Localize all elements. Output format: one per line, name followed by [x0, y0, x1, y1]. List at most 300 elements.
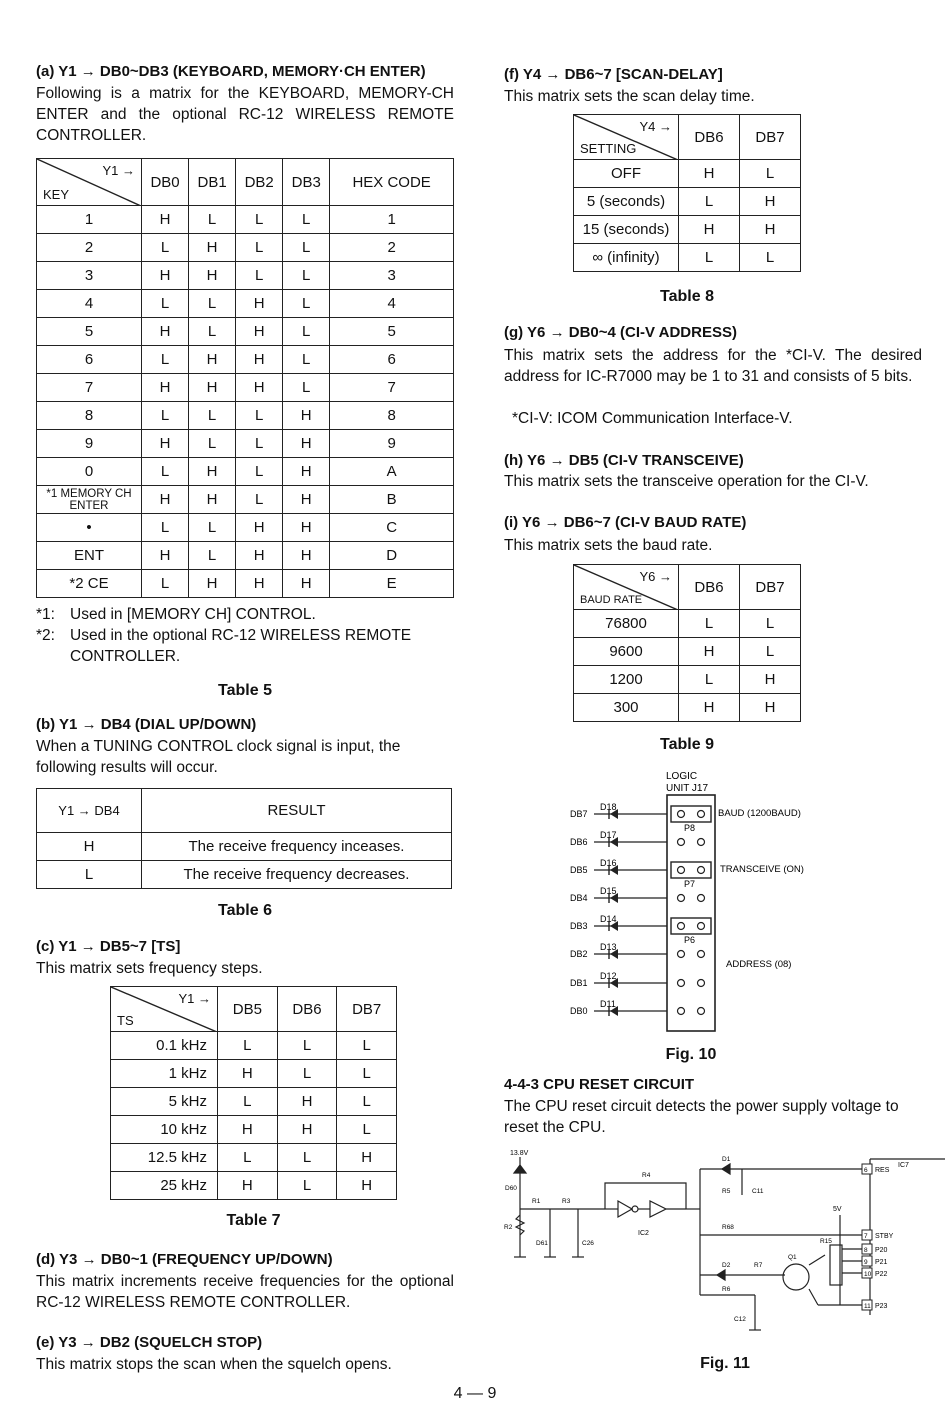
- table-cell: H: [189, 486, 236, 514]
- table-cell: L: [218, 1088, 278, 1116]
- table-cell: L: [142, 346, 189, 374]
- corner-top-label: Y1 →: [102, 163, 135, 178]
- section-f-text: This matrix sets the scan delay time.: [504, 88, 755, 105]
- table-cell: L: [142, 570, 189, 598]
- section-g-heading: (g) Y6 → DB0~4 (CI-V ADDRESS): [504, 324, 737, 341]
- pin-left: [678, 895, 685, 902]
- corner-bottom-label: BAUD RATE: [580, 594, 643, 606]
- table-row: [111, 1088, 397, 1116]
- table-cell: H: [218, 1060, 278, 1088]
- table-cell: L: [740, 610, 801, 638]
- table-row: [111, 1060, 397, 1088]
- table-cell: L: [142, 290, 189, 318]
- col-header: DB1: [189, 159, 236, 206]
- note-1: Used in [MEMORY CH] CONTROL.: [70, 606, 316, 623]
- table-row: [574, 694, 801, 722]
- section-443-heading: 4-4-3 CPU RESET CIRCUIT: [504, 1076, 695, 1093]
- col-header: DB6: [679, 565, 740, 610]
- ic-pin-number: 11: [864, 1303, 871, 1310]
- ic-pin-name: STBY: [875, 1233, 894, 1240]
- table-cell: H: [283, 430, 330, 458]
- table-cell: H: [277, 1088, 337, 1116]
- row-key: 0.1 kHz: [111, 1032, 218, 1060]
- table-row: [37, 234, 454, 262]
- table-cell: H: [283, 458, 330, 486]
- row-key: *1 MEMORY CH ENTER: [37, 486, 142, 514]
- table-cell: 2: [330, 234, 454, 262]
- table-cell: H: [283, 542, 330, 570]
- pin-left: [678, 980, 685, 987]
- table-row: [111, 1032, 397, 1060]
- table-cell: H: [277, 1116, 337, 1144]
- section-g-text: This matrix sets the address for the *CI-V. The desired address for IC-R7000 may be 1 to 31 and consists of 5 bits.: [504, 347, 922, 385]
- fig-11-caption: Fig. 11: [700, 1355, 750, 1372]
- pin-right: [698, 951, 705, 958]
- table-cell: L: [236, 206, 283, 234]
- table-9-caption: Table 9: [660, 736, 714, 753]
- table-cell: L: [283, 346, 330, 374]
- table-cell: L: [337, 1116, 397, 1144]
- col-header: DB0: [142, 159, 189, 206]
- table-cell: H: [283, 486, 330, 514]
- table-row: [574, 638, 801, 666]
- table-cell: H: [236, 514, 283, 542]
- fig-10-caption: Fig. 10: [665, 1046, 717, 1063]
- section-h-text: This matrix sets the transceive operation for the CI-V.: [504, 473, 869, 490]
- part-label: R2: [504, 1224, 513, 1231]
- table-cell: H: [142, 486, 189, 514]
- ic-pin-number: 7: [864, 1233, 868, 1240]
- section-d-text: This matrix increments receive frequencies for the optional RC-12 WIRELESS REMOTE CONTROLLER.: [36, 1273, 454, 1311]
- ic-pin-name: RES: [875, 1167, 890, 1174]
- table-5-corner: [37, 159, 142, 206]
- fig10-diode-label: D13: [600, 942, 617, 952]
- section-e-text: This matrix stops the scan when the squelch opens.: [36, 1356, 392, 1373]
- table-cell: L: [236, 234, 283, 262]
- table-row: [37, 514, 454, 542]
- table-row: [574, 610, 801, 638]
- table-cell: L: [283, 206, 330, 234]
- table-row: [574, 216, 801, 244]
- table-cell: L: [189, 542, 236, 570]
- table-cell: L: [337, 1032, 397, 1060]
- table-9: [573, 564, 801, 722]
- corner-bottom-label: KEY: [43, 187, 70, 202]
- table-cell: L: [142, 458, 189, 486]
- table-cell: 7: [330, 374, 454, 402]
- label-transceive: TRANSCEIVE (ON): [720, 864, 804, 875]
- part-label: C26: [582, 1240, 594, 1247]
- table-cell: L: [142, 514, 189, 542]
- fig10-diode-label: D12: [600, 971, 617, 981]
- row-key: 2: [37, 234, 142, 262]
- table-cell: 8: [330, 402, 454, 430]
- table-cell: L: [679, 244, 740, 272]
- table-cell: L: [679, 666, 740, 694]
- fig10-diode-label: D18: [600, 802, 617, 812]
- jumper-label: P6: [684, 935, 696, 945]
- table-cell: H: [236, 374, 283, 402]
- row-key: OFF: [574, 160, 679, 188]
- section-d-heading: (d) Y3 → DB0~1 (FREQUENCY UP/DOWN): [36, 1251, 333, 1268]
- col-header: DB5: [218, 987, 278, 1032]
- part-label: D61: [536, 1240, 548, 1247]
- row-key: 1: [37, 206, 142, 234]
- row-key: 10 kHz: [111, 1116, 218, 1144]
- table-cell: L: [283, 374, 330, 402]
- pin-right: [698, 980, 705, 987]
- table-cell: L: [679, 188, 740, 216]
- row-key: 4: [37, 290, 142, 318]
- table-cell: L: [37, 861, 142, 889]
- col-header: RESULT: [142, 789, 452, 833]
- section-a-text: Following is a matrix for the KEYBOARD, MEMORY-CH ENTER and the optional RC-12 WIRELESS REMOTE CONTROLLER.: [36, 85, 454, 144]
- table-cell: L: [236, 430, 283, 458]
- table-cell: H: [142, 318, 189, 346]
- table-8-caption: Table 8: [660, 288, 714, 305]
- pin-left: [678, 867, 685, 874]
- table-row: [37, 570, 454, 598]
- table-row: [111, 1172, 397, 1200]
- jumper-label: P8: [684, 823, 696, 833]
- table-cell: H: [740, 188, 801, 216]
- section-c-heading: (c) Y1 → DB5~7 [TS]: [36, 938, 181, 955]
- table-cell: L: [740, 638, 801, 666]
- pin-left: [678, 951, 685, 958]
- fig10-line-label: DB7: [570, 809, 588, 819]
- fig-11-schematic: [500, 1145, 945, 1355]
- section-e-heading: (e) Y3 → DB2 (SQUELCH STOP): [36, 1334, 263, 1351]
- row-key: *2 CE: [37, 570, 142, 598]
- table-cell: L: [236, 262, 283, 290]
- row-key: 3: [37, 262, 142, 290]
- table-row: [574, 160, 801, 188]
- part-label: R1: [532, 1198, 541, 1205]
- section-i-text: This matrix sets the baud rate.: [504, 537, 713, 554]
- fig10-diode-label: D16: [600, 858, 617, 868]
- table-cell: The receive frequency inceases.: [142, 833, 452, 861]
- table-cell: H: [189, 262, 236, 290]
- corner-bottom-label: TS: [117, 1013, 134, 1028]
- table-cell: D: [330, 542, 454, 570]
- table-cell: H: [236, 570, 283, 598]
- fig10-diode-label: D11: [600, 999, 616, 1009]
- table-cell: L: [277, 1172, 337, 1200]
- table-cell: L: [189, 430, 236, 458]
- table-cell: H: [189, 458, 236, 486]
- table-7: [110, 986, 397, 1200]
- table-cell: 9: [330, 430, 454, 458]
- table-cell: 5: [330, 318, 454, 346]
- label-baud: BAUD (1200BAUD): [718, 808, 801, 819]
- pin-right: [698, 895, 705, 902]
- part-label: R15: [820, 1238, 832, 1245]
- section-g-note: *CI-V: ICOM Communication Interface-V.: [512, 410, 793, 427]
- table-cell: H: [679, 160, 740, 188]
- row-key: 25 kHz: [111, 1172, 218, 1200]
- part-label: D2: [722, 1262, 731, 1269]
- part-label: R7: [754, 1262, 763, 1269]
- ic-pin-number: 6: [864, 1167, 868, 1174]
- table-row: [37, 262, 454, 290]
- table-cell: L: [283, 318, 330, 346]
- table-cell: L: [337, 1088, 397, 1116]
- table-cell: H: [189, 346, 236, 374]
- table-row: [37, 402, 454, 430]
- table-cell: L: [283, 234, 330, 262]
- table-cell: L: [277, 1144, 337, 1172]
- table-cell: H: [337, 1144, 397, 1172]
- ic-pin-name: P20: [875, 1247, 888, 1254]
- col-header: DB7: [740, 115, 801, 160]
- note-1-mark: *1:: [36, 606, 55, 623]
- table-cell: L: [337, 1060, 397, 1088]
- table-cell: L: [236, 458, 283, 486]
- row-key: 15 (seconds): [574, 216, 679, 244]
- table-row: [574, 244, 801, 272]
- table-cell: 6: [330, 346, 454, 374]
- note-2: Used in the optional RC-12 WIRELESS REMOTE CONTROLLER.: [70, 627, 412, 665]
- table-cell: H: [337, 1172, 397, 1200]
- table-cell: L: [189, 318, 236, 346]
- fig11-ic7: IC7: [898, 1162, 909, 1169]
- part-label: C11: [752, 1188, 764, 1195]
- fig10-line-label: DB1: [570, 978, 588, 988]
- part-label: R3: [562, 1198, 571, 1205]
- ic-pin-name: P22: [875, 1271, 888, 1278]
- section-f-heading: (f) Y4 → DB6~7 [SCAN-DELAY]: [504, 66, 723, 83]
- row-key: 6: [37, 346, 142, 374]
- row-key: 300: [574, 694, 679, 722]
- table-cell: H: [37, 833, 142, 861]
- ic-pin-number: 8: [864, 1247, 868, 1254]
- fig10-title-2: UNIT J17: [666, 783, 709, 794]
- row-key: 9: [37, 430, 142, 458]
- table-row: [37, 206, 454, 234]
- row-key: 5 kHz: [111, 1088, 218, 1116]
- fig10-title-1: LOGIC: [666, 771, 698, 782]
- table-row: [574, 188, 801, 216]
- pin-left: [678, 839, 685, 846]
- table-8: [573, 114, 801, 272]
- table-cell: H: [283, 402, 330, 430]
- corner-bottom-label: SETTING: [580, 141, 637, 156]
- table-cell: L: [740, 244, 801, 272]
- table-cell: H: [218, 1116, 278, 1144]
- fig11-5v: 5V: [833, 1206, 842, 1213]
- table-cell: A: [330, 458, 454, 486]
- table-cell: H: [189, 234, 236, 262]
- table-row: [37, 542, 454, 570]
- pin-left: [678, 811, 685, 818]
- table-cell: L: [236, 402, 283, 430]
- pin-right: [698, 811, 705, 818]
- corner-top-label: Y1 →: [178, 991, 211, 1006]
- fig11-ic2: IC2: [638, 1230, 649, 1237]
- label-address: ADDRESS (08): [726, 959, 792, 970]
- table-6-caption: Table 6: [218, 902, 272, 919]
- section-b-text: When a TUNING CONTROL clock signal is input, the following results will occur.: [36, 738, 401, 776]
- col-header: Y1 → DB4: [37, 789, 142, 833]
- part-label: D60: [505, 1185, 517, 1192]
- table-cell: H: [236, 290, 283, 318]
- table-cell: L: [283, 290, 330, 318]
- page-number: 4 — 9: [453, 1385, 497, 1402]
- note-2-mark: *2:: [36, 627, 55, 644]
- table-cell: H: [679, 216, 740, 244]
- row-key: ∞ (infinity): [574, 244, 679, 272]
- table-5: [36, 158, 454, 598]
- table-cell: H: [679, 638, 740, 666]
- ic-pin-number: 9: [864, 1259, 868, 1266]
- part-label: R4: [642, 1172, 651, 1179]
- fig10-diode-label: D15: [600, 886, 617, 896]
- row-key: 1 kHz: [111, 1060, 218, 1088]
- part-label: Q1: [788, 1254, 797, 1261]
- row-key: 5: [37, 318, 142, 346]
- table-cell: L: [189, 206, 236, 234]
- table-cell: H: [142, 430, 189, 458]
- row-key: 7: [37, 374, 142, 402]
- part-label: C12: [734, 1316, 746, 1323]
- table-9-corner: [574, 565, 679, 610]
- table-cell: H: [740, 216, 801, 244]
- row-key: 8: [37, 402, 142, 430]
- table-row: [37, 346, 454, 374]
- table-7-corner: [111, 987, 218, 1032]
- row-key: ENT: [37, 542, 142, 570]
- section-i-heading: (i) Y6 → DB6~7 (CI-V BAUD RATE): [504, 514, 747, 531]
- table-cell: H: [189, 374, 236, 402]
- table-cell: L: [236, 486, 283, 514]
- row-key: 1200: [574, 666, 679, 694]
- table-cell: L: [218, 1144, 278, 1172]
- fig-10-diagram: [560, 765, 860, 1035]
- table-cell: H: [142, 206, 189, 234]
- table-cell: H: [236, 318, 283, 346]
- section-c-text: This matrix sets frequency steps.: [36, 960, 263, 977]
- table-cell: L: [277, 1060, 337, 1088]
- table-cell: L: [218, 1032, 278, 1060]
- table-cell: H: [142, 542, 189, 570]
- table-cell: L: [189, 290, 236, 318]
- fig10-line-label: DB3: [570, 921, 588, 931]
- table-cell: C: [330, 514, 454, 542]
- table-cell: B: [330, 486, 454, 514]
- table-cell: L: [189, 402, 236, 430]
- fig10-line-label: DB2: [570, 949, 588, 959]
- fig10-line-label: DB0: [570, 1006, 588, 1016]
- table-cell: H: [740, 666, 801, 694]
- table-6: [36, 788, 452, 889]
- table-row: [37, 458, 454, 486]
- table-8-corner: [574, 115, 679, 160]
- table-cell: E: [330, 570, 454, 598]
- table-row: [574, 666, 801, 694]
- table-cell: 1: [330, 206, 454, 234]
- col-header: HEX CODE: [330, 159, 454, 206]
- pin-left: [678, 923, 685, 930]
- col-header: DB7: [740, 565, 801, 610]
- table-row: [111, 1144, 397, 1172]
- table-cell: The receive frequency decreases.: [142, 861, 452, 889]
- table-cell: L: [283, 262, 330, 290]
- row-key: 5 (seconds): [574, 188, 679, 216]
- table-row: [37, 374, 454, 402]
- table-7-caption: Table 7: [226, 1212, 281, 1229]
- pin-right: [698, 839, 705, 846]
- fig10-diode-label: D17: [600, 830, 617, 840]
- table-cell: H: [740, 694, 801, 722]
- table-row: [111, 1116, 397, 1144]
- fig11-supply: 13.8V: [510, 1150, 529, 1157]
- col-header: DB6: [679, 115, 740, 160]
- corner-top-label: Y6 →: [639, 569, 672, 584]
- section-a-heading: (a) Y1 → DB0~DB3 (KEYBOARD, MEMORY·CH ENTER): [36, 63, 426, 80]
- part-label: D1: [722, 1156, 731, 1163]
- part-label: R5: [722, 1188, 731, 1195]
- section-443-text: The CPU reset circuit detects the power supply voltage to reset the CPU.: [504, 1098, 899, 1136]
- table-5-caption: Table 5: [218, 682, 272, 699]
- pin-left: [678, 1008, 685, 1015]
- table-cell: H: [142, 262, 189, 290]
- table-cell: L: [142, 402, 189, 430]
- table-cell: L: [679, 610, 740, 638]
- pin-right: [698, 1008, 705, 1015]
- table-cell: H: [283, 514, 330, 542]
- table-cell: H: [189, 570, 236, 598]
- part-label: R6: [722, 1286, 731, 1293]
- pin-right: [698, 923, 705, 930]
- fig10-line-label: DB4: [570, 893, 588, 903]
- jumper-label: P7: [684, 879, 696, 889]
- col-header: DB2: [236, 159, 283, 206]
- table-cell: H: [679, 694, 740, 722]
- row-key: 9600: [574, 638, 679, 666]
- corner-top-label: Y4 →: [639, 119, 672, 134]
- col-header: DB7: [337, 987, 397, 1032]
- fig10-line-label: DB5: [570, 865, 588, 875]
- ic-pin-number: 10: [864, 1271, 872, 1278]
- section-b-heading: (b) Y1 → DB4 (DIAL UP/DOWN): [36, 716, 257, 733]
- row-key: 12.5 kHz: [111, 1144, 218, 1172]
- table-cell: 4: [330, 290, 454, 318]
- table-cell: L: [142, 234, 189, 262]
- table-cell: L: [740, 160, 801, 188]
- table-cell: H: [236, 542, 283, 570]
- fig10-line-label: DB6: [570, 837, 588, 847]
- row-key: •: [37, 514, 142, 542]
- ic-pin-name: P23: [875, 1303, 888, 1310]
- table-cell: H: [218, 1172, 278, 1200]
- table-cell: H: [283, 570, 330, 598]
- table-cell: L: [189, 514, 236, 542]
- pin-right: [698, 867, 705, 874]
- fig10-diode-label: D14: [600, 914, 617, 924]
- section-h-heading: (h) Y6 → DB5 (CI-V TRANSCEIVE): [504, 452, 744, 469]
- table-row: [37, 290, 454, 318]
- table-cell: H: [236, 346, 283, 374]
- row-key: 76800: [574, 610, 679, 638]
- table-cell: L: [277, 1032, 337, 1060]
- col-header: DB6: [277, 987, 337, 1032]
- table-cell: H: [142, 374, 189, 402]
- table-row: [37, 430, 454, 458]
- table-row: [37, 486, 454, 514]
- col-header: DB3: [283, 159, 330, 206]
- ic-pin-name: P21: [875, 1259, 888, 1266]
- table-cell: 3: [330, 262, 454, 290]
